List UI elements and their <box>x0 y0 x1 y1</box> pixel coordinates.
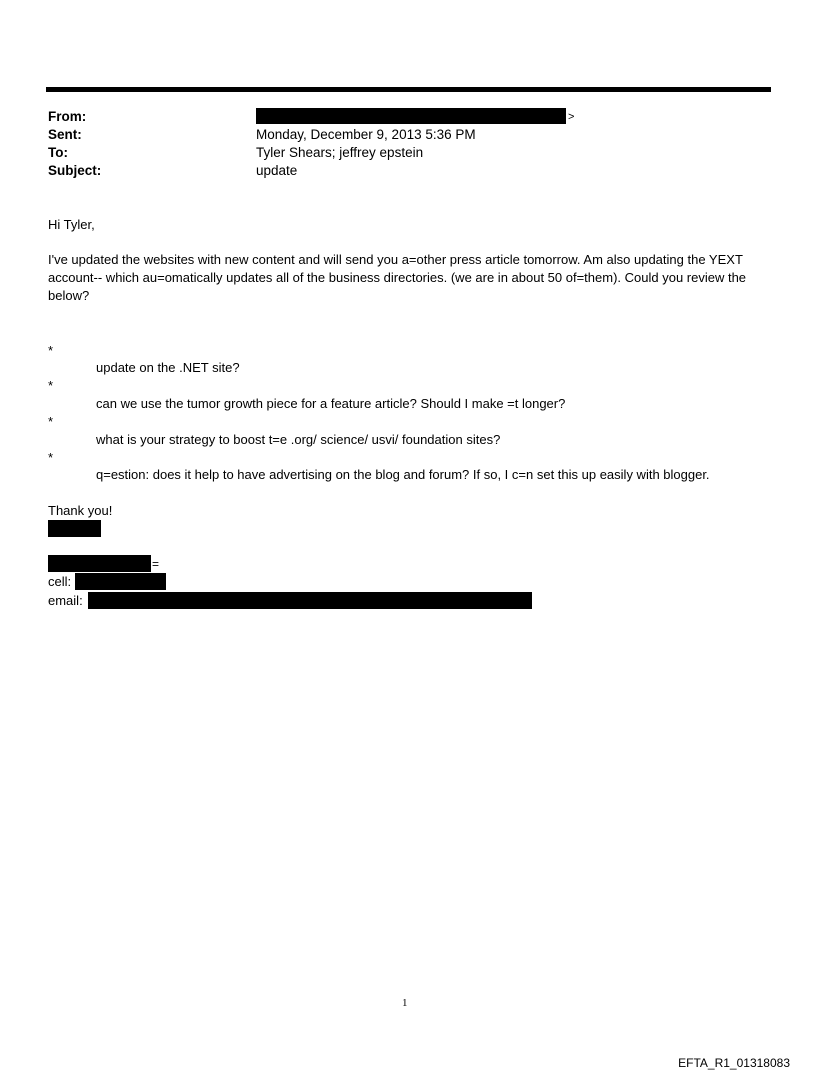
to-value: Tyler Shears; jeffrey epstein <box>256 145 424 160</box>
sent-value: Monday, December 9, 2013 5:36 PM <box>256 127 476 142</box>
email-header <box>48 108 768 180</box>
greeting: Hi Tyler, <box>48 217 95 232</box>
bates-number: EFTA_R1_01318083 <box>678 1056 790 1070</box>
email-redaction <box>88 592 532 609</box>
bullet-text-1: update on the .NET site? <box>96 360 240 375</box>
page-number: 1 <box>402 997 408 1009</box>
bullet-marker-3: * <box>48 414 54 429</box>
header-divider <box>46 87 771 92</box>
bullet-text-2: can we use the tumor growth piece for a feature article? Should I make =t longer? <box>96 396 566 411</box>
bullet-marker-2: * <box>48 378 54 393</box>
bullet-text-4: q=estion: does it help to have advertising on the blog and forum? If so, I c=n set this up easily with blogger. <box>96 467 710 482</box>
signature-name-redaction <box>48 520 101 537</box>
from-value <box>256 108 574 126</box>
subject-value: update <box>256 163 298 178</box>
sent-label: Sent: <box>48 127 82 142</box>
email-label: email: <box>48 593 83 608</box>
from-label: From: <box>48 109 87 124</box>
bullet-marker-4: * <box>48 450 54 465</box>
from-row <box>48 108 768 126</box>
closing-text: Thank you! <box>48 503 113 518</box>
from-value-tail: > <box>568 111 575 124</box>
cell-label: cell: <box>48 574 72 589</box>
to-label: To: <box>48 145 68 160</box>
from-redaction <box>256 108 566 124</box>
bullet-text-3: what is your strategy to boost t=e .org/ science/ usvi/ foundation sites? <box>96 432 501 447</box>
subject-label: Subject: <box>48 163 102 178</box>
subject-row <box>48 162 768 180</box>
signature-eq-mark: = <box>152 557 160 571</box>
cell-redaction <box>75 573 166 590</box>
to-row <box>48 144 768 162</box>
sent-row <box>48 126 768 144</box>
intro-paragraph: I've updated the websites with new content and will send you a=other press article tomorrow. Am also updating the YEXT account-- which au=omatically updates all of the business directories. (we are in about 50 of=them). Could you review the below? <box>48 252 747 303</box>
signature-title-redaction <box>48 555 151 572</box>
bullet-marker-1: * <box>48 343 54 358</box>
